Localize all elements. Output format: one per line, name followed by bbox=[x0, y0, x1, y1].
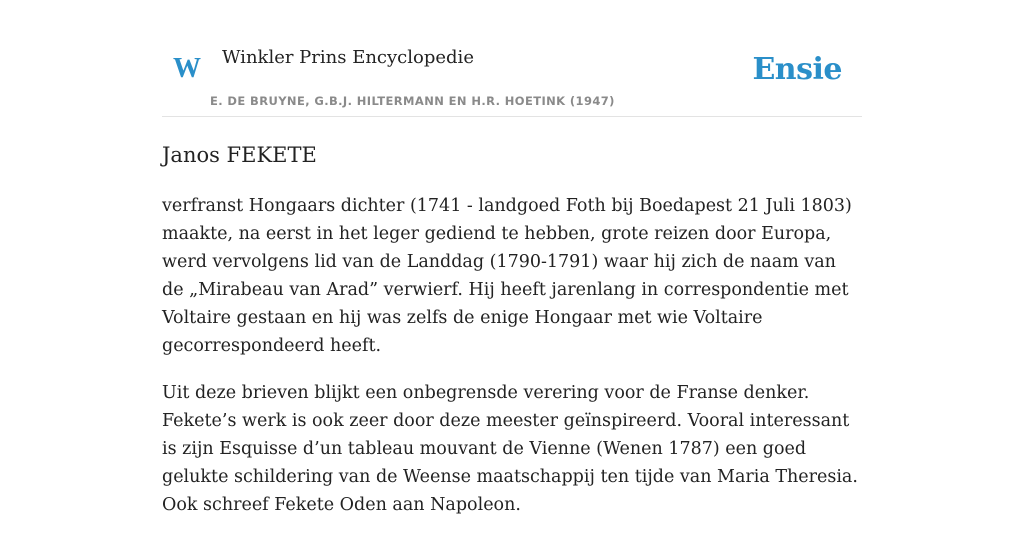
page bbox=[162, 0, 862, 515]
article-paragraph: Uit deze brieven blijkt een onbegrensde verering voor de Franse denker. Fekete’s werk is ook zeer door deze meester geïnspireerd. Vooral interessant is zijn Esquisse d’un tableau mouvant de Vienne (Wenen 1787) een goed gelukte schildering van de Weense maatschappij ten tijde van Maria Theresia. Ook schreef Fekete Oden aan Napoleon. bbox=[162, 383, 858, 515]
source-header bbox=[162, 0, 862, 117]
source-authors: E. DE BRUYNE, G.B.J. HILTERMANN EN H.R. HOETINK (1947) bbox=[210, 94, 615, 108]
ensie-logo[interactable]: Ensie bbox=[752, 52, 842, 87]
article-body bbox=[162, 192, 862, 538]
winkler-prins-logo[interactable]: W bbox=[173, 53, 201, 84]
article-title: Janos FEKETE bbox=[162, 143, 317, 167]
article-paragraph: verfranst Hongaars dichter (1741 - landgoed Foth bij Boedapest 21 Juli 1803) maakte, na eerst in het leger gediend te hebben, grote reizen door Europa, werd vervolgens lid van de Landdag (1790-1791) waar hij zich de naam van de „Mirabeau van Arad” verwierf. Hij heeft jarenlang in correspondentie met Voltaire gestaan en hij was zelfs de enige Hongaar met wie Voltaire gecorrespondeerd heeft. bbox=[162, 196, 852, 356]
source-title[interactable]: Winkler Prins Encyclopedie bbox=[222, 47, 474, 68]
